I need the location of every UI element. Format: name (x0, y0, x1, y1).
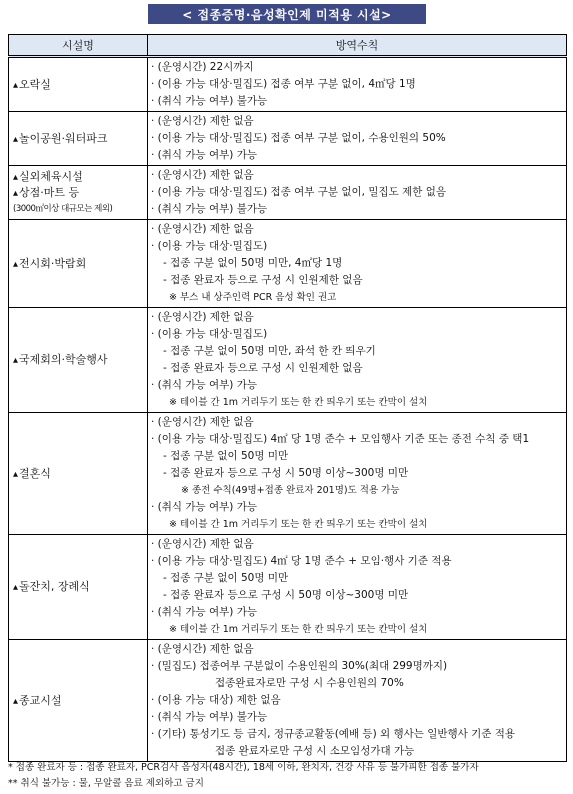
triangle-bullet-icon: ▲ (13, 583, 18, 591)
facility-name-label: 결혼식 (19, 466, 51, 480)
measure-item: · (이용 가능 대상·밀집도) 접종 여부 구분 없이, 4㎡당 1명 (151, 78, 416, 90)
measure-note: ※ 테이블 간 1m 거리두기 또는 한 칸 띄우기 또는 칸막이 설치 (169, 624, 428, 635)
measure-item: · (이용 가능 대상) 제한 없음 (151, 694, 281, 706)
facility-name-cell (9, 640, 148, 762)
measure-subitem: - 접종 완료자 등으로 구성 시 50명 이상~300명 미만 (163, 589, 409, 601)
facility-name (13, 185, 147, 201)
measure-item: · (취식 가능 여부) 가능 (151, 149, 258, 161)
triangle-bullet-icon: ▲ (13, 80, 18, 89)
document-title: < 접종증명·음성확인제 미적용 시설> (148, 4, 426, 24)
measure-item: · (취식 가능 여부) 가능 (151, 606, 258, 618)
triangle-bullet-icon: ▲ (13, 172, 18, 181)
measure-subitem: - 접종 구분 없이 50명 미만, 좌석 한 칸 띄우기 (163, 345, 376, 357)
measure-note: ※ 테이블 간 1m 거리두기 또는 한 칸 띄우기 또는 칸막이 설치 (169, 519, 428, 530)
triangle-bullet-icon: ▲ (13, 134, 18, 143)
table-row (9, 308, 567, 413)
measure-item: · (이용 가능 대상·밀집도) 접종 여부 구분 없이, 밀집도 제한 없음 (151, 186, 447, 198)
table-body (9, 57, 567, 762)
facility-name (13, 169, 147, 185)
facility-name-label: 돌잔치, 장례식 (19, 580, 90, 593)
measures-cell (148, 57, 567, 112)
measure-item: · (취식 가능 여부) 가능 (151, 379, 258, 391)
table-header-row (9, 35, 567, 57)
measures-cell (148, 640, 567, 762)
header-facility: 시설명 (9, 35, 148, 57)
table-row (9, 166, 567, 220)
table-row (9, 640, 567, 762)
measures-cell (148, 220, 567, 308)
table-row (9, 112, 567, 166)
measure-item: · (운영시간) 제한 없음 (151, 115, 254, 127)
facility-name-cell (9, 166, 148, 220)
facility-name-cell (9, 112, 148, 166)
facility-name (13, 131, 147, 147)
measure-item: · (이용 가능 대상·밀집도) 4㎡ 당 1명 준수 + 모임·행사 기준 적용 (151, 555, 452, 567)
measure-subitem: - 접종 구분 없이 50명 미만, 4㎡당 1명 (163, 257, 343, 269)
measure-item: · (운영시간) 제한 없음 (151, 643, 254, 655)
measure-item: · (취식 가능 여부) 불가능 (151, 711, 268, 723)
measure-item: · (취식 가능 여부) 가능 (151, 501, 258, 513)
facility-name-cell (9, 535, 148, 640)
measure-item: · (취식 가능 여부) 불가능 (151, 95, 268, 107)
triangle-bullet-icon: ▲ (13, 188, 18, 197)
triangle-bullet-icon: ▲ (13, 696, 18, 705)
measures-cell (148, 535, 567, 640)
measure-item: · (운영시간) 22시까지 (151, 61, 254, 73)
measure-item: · (이용 가능 대상·밀집도) (151, 328, 268, 340)
facility-name-label: 오락실 (19, 77, 51, 91)
measure-item: · (운영시간) 제한 없음 (151, 416, 254, 428)
measure-subitem: - 접종 완료자 등으로 구성 시 인원제한 없음 (163, 274, 363, 286)
measures-cell (148, 308, 567, 413)
facility-name-cell (9, 413, 148, 535)
measure-note: ※ 부스 내 상주인력 PCR 음성 확인 권고 (169, 292, 337, 303)
measure-item: · (취식 가능 여부) 불가능 (151, 203, 268, 215)
table-row (9, 535, 567, 640)
footnote: ** 취식 불가능 : 물, 무알콜 음료 제외하고 금지 (8, 778, 204, 789)
measure-subitem: - 접종 완료자 등으로 구성 시 50명 이상~300명 미만 (163, 467, 409, 479)
facility-name-note: (3000㎡이상 대규모는 제외) (13, 203, 113, 214)
facility-name-label: 종교시설 (19, 693, 62, 707)
measure-subitem: - 접종 구분 없이 50명 미만 (163, 450, 289, 462)
footnotes (8, 760, 568, 792)
facility-name-label: 전시회·박람회 (19, 256, 87, 270)
measure-item: · (이용 가능 대상·밀집도) 4㎡ 당 1명 준수 + 모임행사 기준 또는 종전 수칙 중 택1 (151, 433, 530, 445)
facility-name (13, 693, 147, 709)
table-row (9, 413, 567, 535)
measure-item: · (운영시간) 제한 없음 (151, 169, 254, 181)
facility-name-cell (9, 308, 148, 413)
triangle-bullet-icon: ▲ (13, 259, 18, 268)
measure-item: · (이용 가능 대상·밀집도) 접종 여부 구분 없이, 수용인원의 50% (151, 132, 446, 144)
facility-name-label: 상점·마트 등 (19, 185, 80, 199)
facility-name (13, 256, 147, 272)
measure-item: · (기타) 통성기도 등 금지, 정규종교활동(예배 등) 외 행사는 일반행사 기준 적용 (151, 728, 516, 740)
triangle-bullet-icon: ▲ (13, 356, 18, 364)
measure-item: · (이용 가능 대상·밀집도) (151, 240, 268, 252)
measure-item: · (밀집도) 접종여부 구분없이 수용인원의 30%(최대 299명까지) (151, 660, 448, 672)
measures-cell (148, 112, 567, 166)
measure-item: 접종 완료자로만 구성 시 소모임성가대 가능 (215, 745, 415, 757)
footnote: * 접종 완료자 등 : 접종 완료자, PCR검사 음성자(48시간), 18세 이하, 완치자, 건강 사유 등 불가피한 접종 불가자 (8, 762, 479, 773)
measure-item: · (운영시간) 제한 없음 (151, 223, 254, 235)
measures-cell (148, 413, 567, 535)
measure-item: · (운영시간) 제한 없음 (151, 311, 254, 323)
table-row (9, 220, 567, 308)
facility-name-label: 놀이공원·워터파크 (19, 131, 108, 145)
facility-name (13, 77, 147, 93)
measure-item: 접종완료자로만 구성 시 수용인원의 70% (215, 677, 404, 689)
facility-measures-table (8, 34, 567, 762)
measure-note: ※ 테이블 간 1m 거리두기 또는 한 칸 띄우기 또는 칸막이 설치 (169, 397, 428, 408)
facility-name (13, 352, 147, 368)
facility-name (13, 579, 147, 595)
measure-item: · (운영시간) 제한 없음 (151, 538, 254, 550)
table-row (9, 57, 567, 112)
facility-name-cell (9, 57, 148, 112)
measure-subitem: - 접종 완료자 등으로 구성 시 인원제한 없음 (163, 362, 363, 374)
facility-name (13, 466, 147, 482)
measures-cell (148, 166, 567, 220)
triangle-bullet-icon: ▲ (13, 469, 18, 478)
measure-note: ※ 종전 수칙(49명+접종 완료자 201명)도 적용 가능 (181, 485, 400, 496)
measure-subitem: - 접종 구분 없이 50명 미만 (163, 572, 289, 584)
facility-name-label: 국제회의·학술행사 (19, 353, 108, 366)
facility-name-cell (9, 220, 148, 308)
facility-name-label: 실외체육시설 (19, 169, 83, 183)
header-measures: 방역수칙 (148, 35, 567, 57)
